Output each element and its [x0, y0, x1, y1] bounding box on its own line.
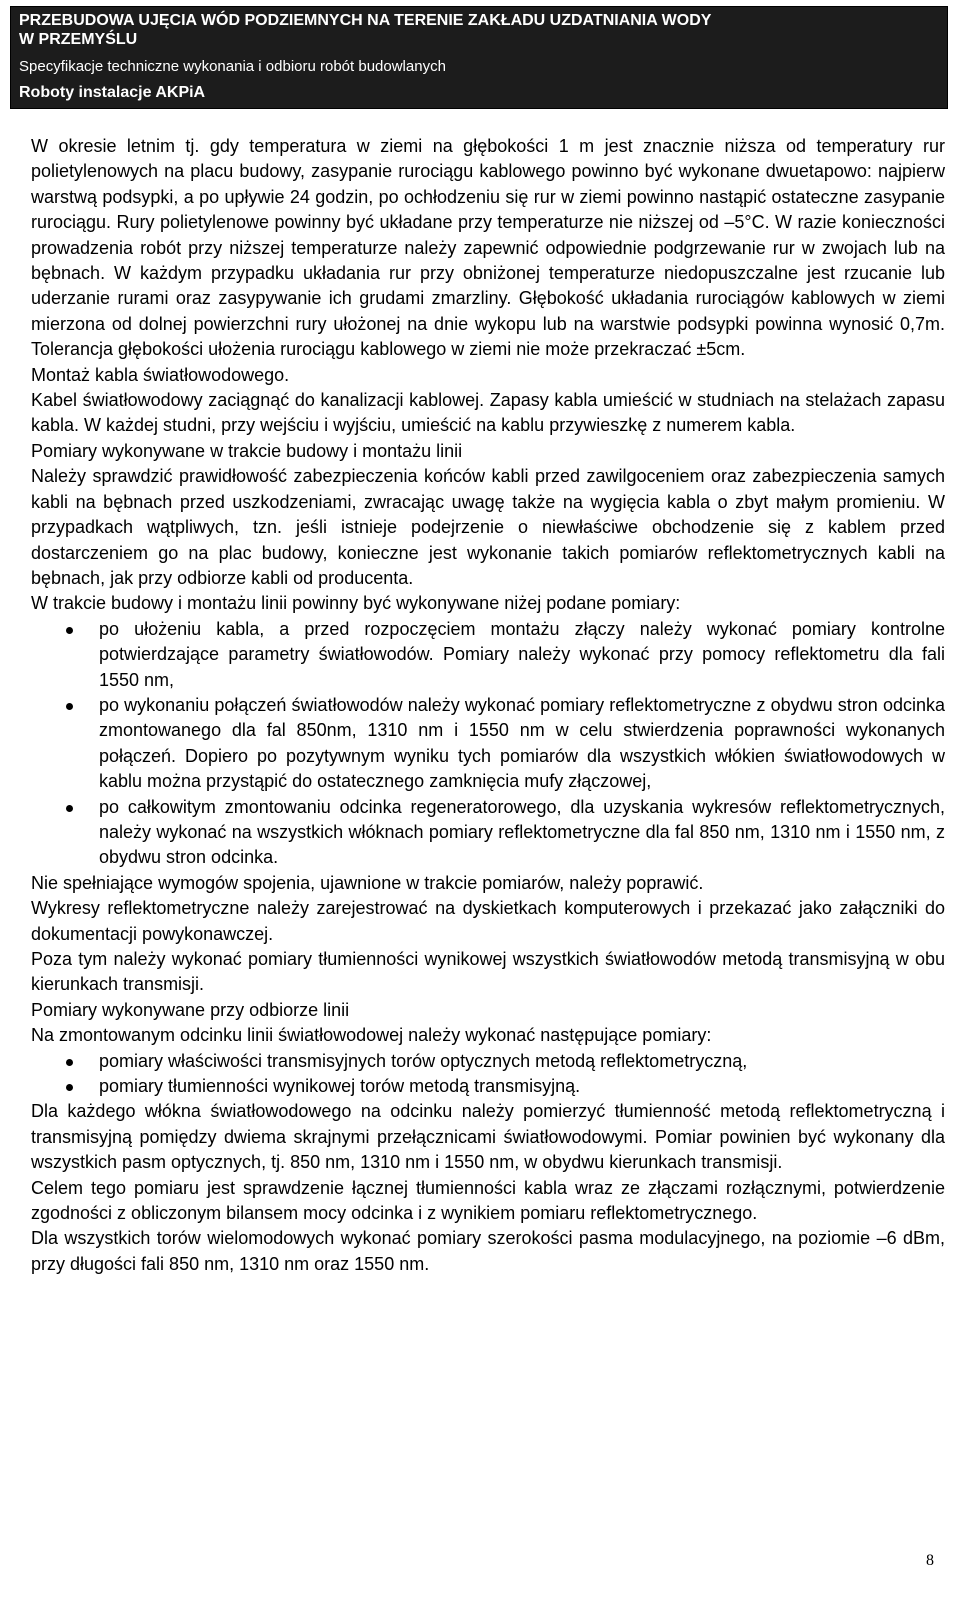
bullet-icon: [66, 703, 73, 710]
paragraph-cable-duct-laying: W okresie letnim tj. gdy temperatura w ziemi na głębokości 1 m jest znacznie niższa od temperatury rur polietylenowych na placu budowy, zasypanie rurociągu kablowego powinno być wykonane dwuetapowo: najpierw warstwą podsypki, a po upływie 24 godzin, po ochłodzeniu się rur w ziemi powinno nastąpić ostateczne zasypanie rurociągu. Rury polietylenowe powinny być układane przy temperaturze nie niższej od –5°C. W razie konieczności prowadzenia robót przy niższej temperaturze należy zapewnić odpowiednie podgrzewanie rur w zwojach lub na bębnach. W każdym przypadku układania rur przy obniżonej temperaturze niedopuszczalne jest rzucanie lub uderzanie rurami oraz zasypywanie ich grudami zmarzliny. Głębokość układania rurociągów kablowych w ziemi mierzona od dolnej powierzchni rury ułożonej na dnie wykopu lub na warstwie podsypki powinna wynosić 0,7m. Tolerancja głębokości ułożenia rurociągu kablowego w ziemi nie może przekraczać ±5cm.: [31, 136, 945, 360]
paragraph-splice-repair: Nie spełniające wymogów spojenia, ujawnione w trakcie pomiarów, należy poprawić.: [31, 872, 704, 893]
paragraph-measurement-purpose: Celem tego pomiaru jest sprawdzenie łącznej tłumienności kabla wraz ze złączami rozłącznymi, potwierdzenie zgodności z obliczonym bilansem mocy odcinka i z wynikiem pomiaru reflektometrycznego.: [31, 1177, 945, 1224]
paragraph-otdr-records: Wykresy reflektometryczne należy zarejestrować na dyskietkach komputerowych i przekazać jako załączniki do dokumentacji powykonawczej.: [31, 898, 945, 944]
paragraph-multimode-bandwidth: Dla wszystkich torów wielomodowych wykonać pomiary szerokości pasma modulacyjnego, na poziomie –6 dBm, przy długości fali 850 nm, 1310 nm oraz 1550 nm.: [31, 1228, 945, 1274]
project-location: W PRZEMYŚLU: [19, 31, 138, 48]
paragraph-attenuation-measurements: Poza tym należy wykonać pomiary tłumienności wynikowej wszystkich światłowodów metodą transmisyjną w obu kierunkach transmisji.: [31, 949, 945, 995]
list-item: po wykonaniu połączeń światłowodów należy wykonać pomiary reflektometryczne z obydwu stron odcinka zmontowanego dla fal 850nm, 1310 nm i 1550 nm w celu stwierdzenia poprawności wykonanych połączeń. Dopiero po pozytywnym wyniku tych pomiarów dla wszystkich włókien światłowodowych w kablu można przystąpić do ostatecznego zamknięcia mufy złączowej,: [31, 693, 945, 795]
bullet-icon: [66, 627, 73, 634]
paragraph-fiber-attenuation: Dla każdego włókna światłowodowego na odcinku należy pomierzyć tłumienność metodą reflektometryczną i transmisyjną pomiędzy dwiema skrajnymi przełącznicami światłowodowymi. Pomiar powinien być wykonany dla wszystkich pasm optycznych, tj. 850 nm, 1310 nm i 1550 nm, w obydwu kierunkach transmisji.: [31, 1101, 945, 1173]
bullet-icon: [66, 805, 73, 812]
list-item: po ułożeniu kabla, a przed rozpoczęciem montażu złączy należy wykonać pomiary kontrolne potwierdzające parametry światłowodów. Pomiary należy wykonać przy pomocy reflektometru dla fali 1550 nm,: [31, 617, 945, 693]
document-header: [10, 6, 948, 109]
acceptance-measurements-list: [31, 1049, 945, 1100]
heading-fiber-installation: Montaż kabla światłowodowego.: [31, 364, 290, 385]
heading-acceptance-measurements: Pomiary wykonywane przy odbiorze linii: [31, 999, 350, 1020]
list-item: po całkowitym zmontowaniu odcinka regeneratorowego, dla uzyskania wykresów reflektometrycznych, należy wykonać na wszystkich włóknach pomiary reflektometryczne dla fal 850 nm, 1310 nm i 1550 nm, z obydwu stron odcinka.: [31, 795, 945, 871]
bullet-icon: [66, 1059, 73, 1066]
heading-construction-measurements: Pomiary wykonywane w trakcie budowy i montażu linii: [31, 440, 463, 461]
paragraph-measurements-intro: W trakcie budowy i montażu linii powinny być wykonywane niżej podane pomiary:: [31, 593, 681, 614]
page-number: 8: [926, 1552, 934, 1569]
list-item: pomiary właściwości transmisyjnych torów optycznych metodą reflektometryczną,: [31, 1049, 945, 1074]
document-subtitle: Specyfikacje techniczne wykonania i odbioru robót budowlanych: [19, 58, 446, 75]
bullet-icon: [66, 1084, 73, 1091]
paragraph-acceptance-intro: Na zmontowanym odcinku linii światłowodowej należy wykonać następujące pomiary:: [31, 1025, 712, 1046]
paragraph-cable-protection: Należy sprawdzić prawidłowość zabezpieczenia końców kabli przed zawilgoceniem oraz zabezpieczenia samych kabli na bębnach przed uszkodzeniami, zwracając uwagę także na wygięcia kabla o zbyt małym promieniu. W przypadkach wątpliwych, tzn. jeśli istnieje podejrzenie o niewłaściwe obchodzenie się z kablem przed dostarczeniem go na plac budowy, konieczne jest wykonanie takich pomiarów reflektometrycznych kabli na bębnach, jak przy odbiorze kabli od producenta.: [31, 466, 945, 588]
paragraph-fiber-installation: Kabel światłowodowy zaciągnąć do kanalizacji kablowej. Zapasy kabla umieścić w studniach na stelażach zapasu kabla. W każdej studni, przy wejściu i wyjściu, umieścić na kablu przywieszkę z numerem kabla.: [31, 390, 945, 436]
list-item: pomiary tłumienności wynikowej torów metodą transmisyjną.: [31, 1074, 945, 1099]
project-title: PRZEBUDOWA UJĘCIA WÓD PODZIEMNYCH NA TERENIE ZAKŁADU UZDATNIANIA WODY: [19, 12, 712, 29]
construction-measurements-list: [31, 617, 945, 871]
section-title: Roboty instalacje AKPiA: [19, 84, 206, 101]
document-body: [31, 134, 945, 1277]
